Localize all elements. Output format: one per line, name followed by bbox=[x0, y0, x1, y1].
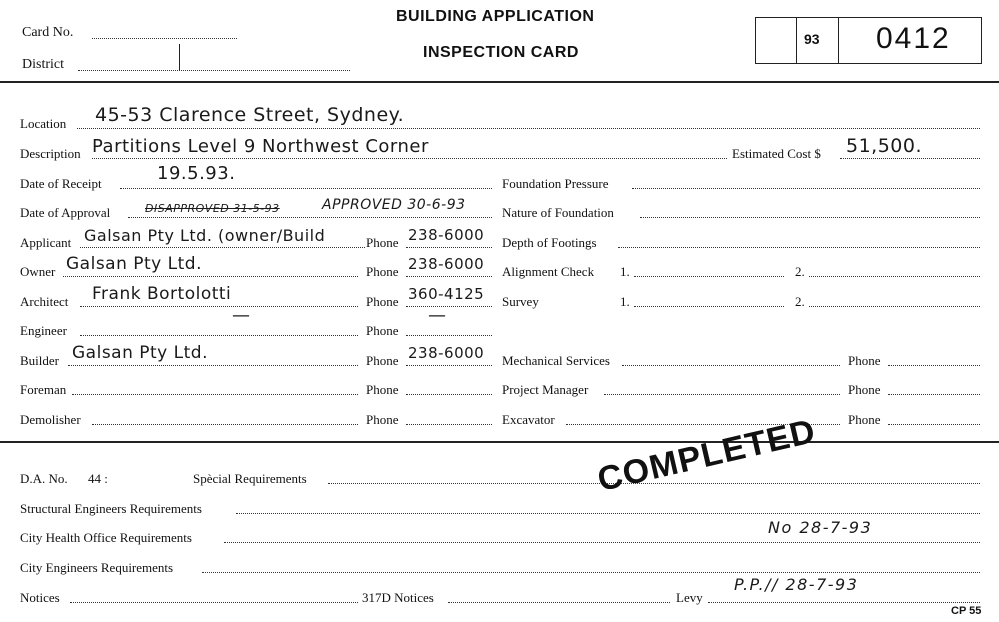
survey-label: Survey bbox=[502, 294, 539, 309]
mechanical-services-line[interactable] bbox=[622, 365, 840, 366]
owner-phone-label: Phone bbox=[366, 264, 399, 279]
description-line bbox=[92, 158, 727, 159]
form-title-line1: BUILDING APPLICATION bbox=[396, 8, 595, 25]
structural-requirements-line[interactable] bbox=[236, 513, 980, 514]
form-title-line2: INSPECTION CARD bbox=[423, 44, 579, 61]
architect-label: Architect bbox=[20, 294, 69, 309]
nature-foundation-line[interactable] bbox=[640, 217, 980, 218]
alignment-check-line-1[interactable] bbox=[634, 276, 784, 277]
applicant-line bbox=[80, 247, 365, 248]
district-label: District bbox=[22, 57, 64, 72]
health-requirements-line bbox=[224, 542, 980, 543]
mechanical-phone-line[interactable] bbox=[888, 365, 980, 366]
alignment-check-num1: 1. bbox=[620, 264, 630, 279]
excavator-phone-label: Phone bbox=[848, 412, 881, 427]
architect-value[interactable]: Frank Bortolotti bbox=[92, 284, 232, 304]
applicant-value[interactable]: Galsan Pty Ltd. (owner/Build bbox=[84, 226, 326, 245]
notices-317d-label: 317D Notices bbox=[362, 590, 434, 605]
city-engineers-label: City Engineers Requirements bbox=[20, 560, 174, 575]
card-year: 93 bbox=[804, 31, 820, 47]
date-receipt-label: Date of Receipt bbox=[20, 176, 102, 191]
engineer-phone-line bbox=[406, 335, 492, 336]
description-value[interactable]: Partitions Level 9 Northwest Corner bbox=[92, 136, 429, 157]
special-requirements-label: Spècial Requirements bbox=[193, 471, 307, 486]
owner-phone-line bbox=[406, 276, 492, 277]
district-line[interactable] bbox=[78, 70, 350, 71]
alignment-check-label: Alignment Check bbox=[502, 264, 595, 279]
survey-num1: 1. bbox=[620, 294, 630, 309]
date-approval-label: Date of Approval bbox=[20, 205, 111, 220]
nature-foundation-label: Nature of Foundation bbox=[502, 205, 614, 220]
engineer-phone-label: Phone bbox=[366, 323, 399, 338]
builder-phone-label: Phone bbox=[366, 353, 399, 368]
notices-label: Notices bbox=[20, 590, 60, 605]
da-no-label: D.A. No. bbox=[20, 471, 68, 486]
description-label: Description bbox=[20, 146, 81, 161]
architect-phone-line bbox=[406, 306, 492, 307]
project-manager-label: Project Manager bbox=[502, 382, 589, 397]
project-manager-phone-line[interactable] bbox=[888, 394, 980, 395]
mechanical-services-label: Mechanical Services bbox=[502, 353, 610, 368]
form-code: CP 55 bbox=[951, 605, 982, 617]
demolisher-label: Demolisher bbox=[20, 412, 81, 427]
city-engineers-line[interactable] bbox=[202, 572, 980, 573]
alignment-check-line-2[interactable] bbox=[809, 276, 980, 277]
engineer-label: Engineer bbox=[20, 323, 67, 338]
owner-label: Owner bbox=[20, 264, 56, 279]
estimated-cost-line bbox=[840, 158, 980, 159]
excavator-phone-line[interactable] bbox=[888, 424, 980, 425]
estimated-cost-value[interactable]: 51,500. bbox=[846, 135, 923, 157]
card-no-label: Card No. bbox=[22, 25, 74, 40]
date-receipt-line bbox=[120, 188, 492, 189]
card-number-divider-1 bbox=[796, 17, 797, 64]
architect-line bbox=[80, 306, 358, 307]
foundation-pressure-label: Foundation Pressure bbox=[502, 176, 609, 191]
alignment-check-num2: 2. bbox=[795, 264, 805, 279]
demolisher-phone-label: Phone bbox=[366, 412, 399, 427]
foundation-pressure-line[interactable] bbox=[632, 188, 980, 189]
applicant-label: Applicant bbox=[20, 235, 72, 250]
survey-line-2[interactable] bbox=[809, 306, 980, 307]
date-approval-struck-value: DISAPPROVED 31-5-93 bbox=[145, 202, 280, 215]
levy-line bbox=[708, 602, 980, 603]
notices-317d-line[interactable] bbox=[448, 602, 670, 603]
card-number: 0412 bbox=[876, 22, 951, 55]
location-value[interactable]: 45-53 Clarence Street, Sydney. bbox=[95, 104, 405, 126]
mechanical-phone-label: Phone bbox=[848, 353, 881, 368]
health-requirements-value[interactable]: No 28-7-93 bbox=[768, 518, 873, 537]
excavator-label: Excavator bbox=[502, 412, 555, 427]
owner-value[interactable]: Galsan Pty Ltd. bbox=[66, 254, 202, 274]
district-tick-mark bbox=[179, 44, 180, 70]
date-approval-value[interactable]: APPROVED 30-6-93 bbox=[322, 197, 466, 213]
owner-phone-value[interactable]: 238-6000 bbox=[408, 255, 485, 273]
applicant-phone-value[interactable]: 238-6000 bbox=[408, 226, 485, 244]
da-no-value[interactable]: 44 : bbox=[88, 471, 108, 486]
project-manager-line[interactable] bbox=[604, 394, 840, 395]
survey-num2: 2. bbox=[795, 294, 805, 309]
location-label: Location bbox=[20, 116, 67, 131]
structural-requirements-label: Structural Engineers Requirements bbox=[20, 501, 202, 516]
foreman-phone-label: Phone bbox=[366, 382, 399, 397]
levy-label: Levy bbox=[676, 590, 703, 605]
middle-divider bbox=[0, 441, 999, 443]
applicant-phone-line bbox=[406, 247, 492, 248]
estimated-cost-label: Estimated Cost $ bbox=[732, 146, 821, 161]
depth-footings-line[interactable] bbox=[618, 247, 980, 248]
card-number-divider-2 bbox=[838, 17, 839, 64]
builder-line bbox=[68, 365, 358, 366]
completed-stamp: COMPLETED bbox=[594, 411, 820, 500]
builder-phone-value[interactable]: 238-6000 bbox=[408, 344, 485, 362]
health-requirements-label: City Health Office Requirements bbox=[20, 530, 192, 545]
date-receipt-value[interactable]: 19.5.93. bbox=[157, 163, 236, 184]
engineer-phone-value[interactable]: — bbox=[428, 305, 447, 326]
card-no-line[interactable] bbox=[92, 38, 237, 39]
foreman-label: Foreman bbox=[20, 382, 67, 397]
foreman-line[interactable] bbox=[72, 394, 358, 395]
levy-value[interactable]: P.P.// 28-7-93 bbox=[734, 575, 859, 594]
engineer-value[interactable]: — bbox=[232, 305, 251, 326]
header-divider bbox=[0, 81, 999, 83]
architect-phone-value[interactable]: 360-4125 bbox=[408, 285, 485, 303]
notices-line[interactable] bbox=[70, 602, 358, 603]
demolisher-phone-line[interactable] bbox=[406, 424, 492, 425]
demolisher-line[interactable] bbox=[92, 424, 358, 425]
location-line bbox=[77, 128, 980, 129]
depth-footings-label: Depth of Footings bbox=[502, 235, 597, 250]
builder-phone-line bbox=[406, 365, 492, 366]
survey-line-1[interactable] bbox=[634, 306, 784, 307]
foreman-phone-line[interactable] bbox=[406, 394, 492, 395]
engineer-line bbox=[80, 335, 358, 336]
project-manager-phone-label: Phone bbox=[848, 382, 881, 397]
builder-value[interactable]: Galsan Pty Ltd. bbox=[72, 343, 208, 363]
architect-phone-label: Phone bbox=[366, 294, 399, 309]
owner-line bbox=[63, 276, 358, 277]
builder-label: Builder bbox=[20, 353, 59, 368]
applicant-phone-label: Phone bbox=[366, 235, 399, 250]
